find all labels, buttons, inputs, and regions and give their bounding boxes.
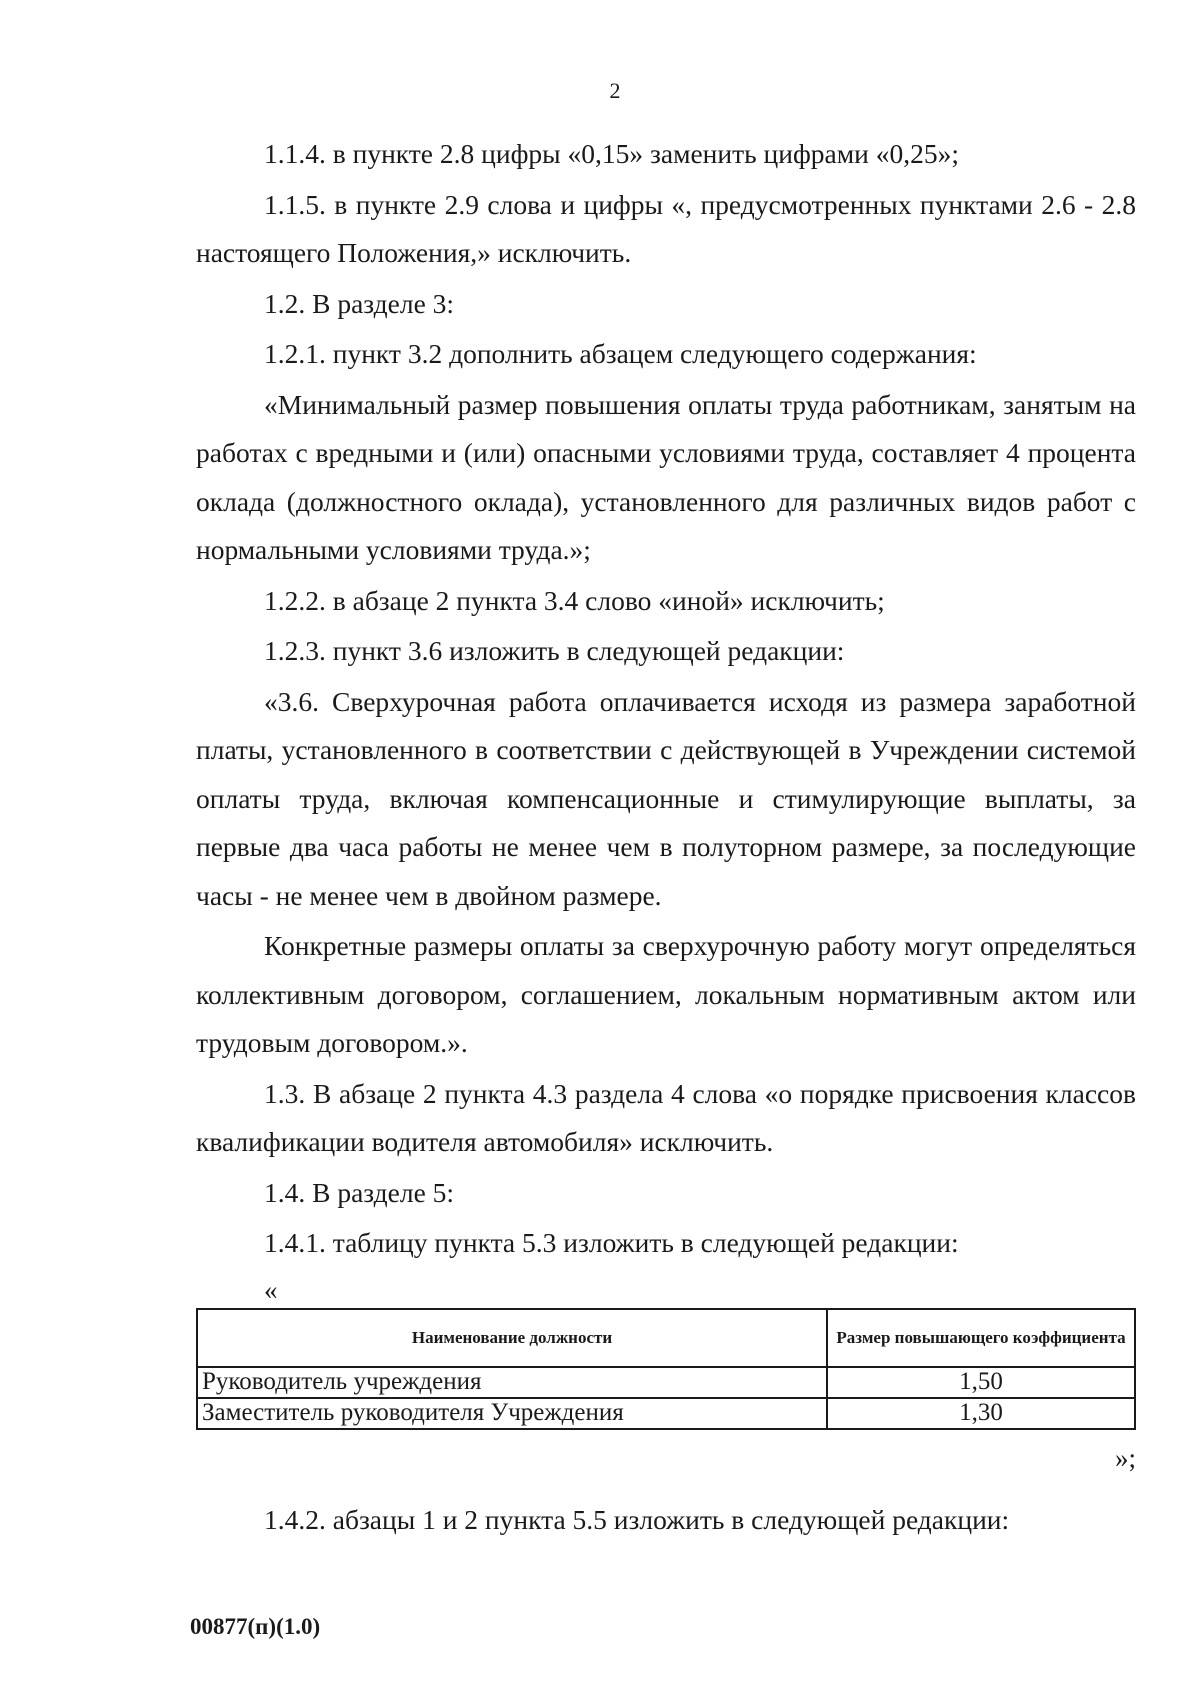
document-body xyxy=(196,130,1136,1544)
paragraph-1-1-5: 1.1.5. в пункте 2.9 слова и цифры «, предусмотренных пунктами 2.6 - 2.8 настоящего Положения,» исключить. xyxy=(196,188,1136,268)
paragraph-1-2-3: 1.2.3. пункт 3.6 изложить в следующей редакции: xyxy=(264,635,845,666)
coefficient-cell: 1,30 xyxy=(827,1398,1135,1429)
paragraph-1-4-2: 1.4.2. абзацы 1 и 2 пункта 5.5 изложить в следующей редакции: xyxy=(264,1503,1010,1535)
paragraph-1-4-1: 1.4.1. таблицу пункта 5.3 изложить в следующей редакции: xyxy=(264,1227,959,1258)
coefficient-table xyxy=(196,1308,1136,1430)
table-header-row xyxy=(197,1309,1135,1367)
document-code: 00877(п)(1.0) xyxy=(190,1614,321,1639)
column-header-position: Наименование должности xyxy=(197,1309,827,1367)
table-row xyxy=(197,1367,1135,1398)
paragraph-1-4: 1.4. В разделе 5: xyxy=(264,1176,455,1208)
page-number: 2 xyxy=(609,78,621,103)
paragraph-1-1-4: 1.1.4. в пункте 2.8 цифры «0,15» заменить цифрами «0,25»; xyxy=(264,138,960,169)
paragraph-quote-3-6: «3.6. Сверхурочная работа оплачивается исходя из размера заработной платы, установленного в соответствии с действующей в Учреждении системой оплаты труда, включая компенсационные и стимулирующие выплаты, за первые два часа работы не менее чем в полуторном размере, за последующие часы - не менее чем в двойном размере. xyxy=(196,685,1136,911)
paragraph-quote-min-pay: «Минимальный размер повышения оплаты труда работникам, занятым на работах с вредными и (или) опасными условиями труда, составляет 4 процента оклада (должностного оклада), установленного для различных видов работ с нормальными условиями труда.»; xyxy=(196,388,1136,565)
position-cell: Руководитель учреждения xyxy=(197,1367,827,1398)
table-row xyxy=(197,1398,1135,1429)
paragraph-1-2-2: 1.2.2. в абзаце 2 пункта 3.4 слово «иной» исключить; xyxy=(264,584,885,616)
paragraph-1-2-1: 1.2.1. пункт 3.2 дополнить абзацем следующего содержания: xyxy=(264,338,977,369)
paragraph-1-3: 1.3. В абзаце 2 пункта 4.3 раздела 4 слова «о порядке присвоения классов квалификации водителя автомобиля» исключить. xyxy=(196,1077,1136,1157)
column-header-coefficient: Размер повышающего коэффициента xyxy=(827,1309,1135,1367)
coefficient-cell: 1,50 xyxy=(827,1367,1135,1398)
table-close-quote: »; xyxy=(1114,1442,1136,1473)
position-cell: Заместитель руководителя Учреждения xyxy=(197,1398,827,1429)
table-open-quote: « xyxy=(264,1274,278,1305)
paragraph-1-2: 1.2. В разделе 3: xyxy=(264,287,455,319)
paragraph-overtime-rates: Конкретные размеры оплаты за сверхурочную работу могут определяться коллективным договором, соглашением, локальным нормативным актом или трудовым договором.». xyxy=(196,930,1136,1058)
